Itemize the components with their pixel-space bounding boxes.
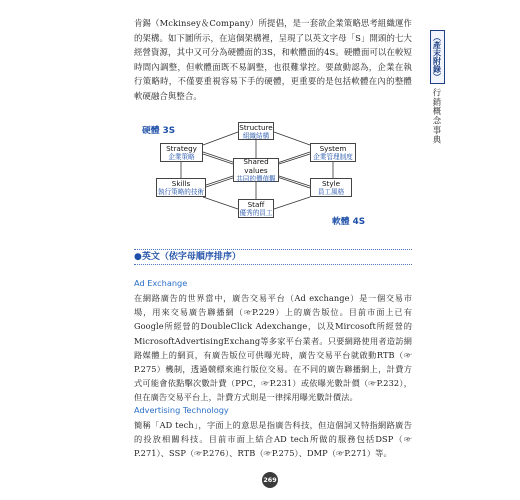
- strategy-label-zh: 企業策略: [168, 153, 195, 161]
- side-tab: [428, 30, 446, 148]
- hard-3s-label: 硬體 3S: [142, 126, 176, 136]
- structure-box: [238, 122, 274, 140]
- side-tab-bracket: （產末附錄）: [430, 30, 445, 84]
- shared-values-box: [233, 158, 279, 182]
- staff-label: Staff: [247, 200, 265, 209]
- skills-box: [156, 178, 206, 197]
- system-label: System: [319, 144, 347, 153]
- strategy-label: Strategy: [166, 144, 197, 153]
- style-label: Style: [321, 179, 341, 188]
- section-heading: ●英文（依字母順序排序）: [134, 249, 412, 265]
- staff-label-zh: 優秀的員工: [239, 209, 273, 217]
- skills-label-zh: 執行策略的技術: [157, 188, 205, 196]
- page-number: 269: [262, 472, 278, 488]
- structure-label-zh: 組織結構: [242, 131, 270, 140]
- intro-paragraph: 肯錫（Mckinsey＆Company）所提倡，是一套欲企業策略思考組織運作的架構。如下圖所示，在這個架構裡，呈現了以英文字母「S」開頭的七大經營資源，其中又可分為硬體面的3S，和軟體面的4S。硬體面可以在較短時間內調整，但軟體面既不易調整，也很難掌控。要啟動認為，企業在執行策略時，不僅要重視容易下手的硬體，更重要的是包括軟體在內的整體軟硬融合與整合。: [134, 18, 412, 101]
- strategy-box: [160, 143, 203, 162]
- soft-4s-label: 軟體 4S: [332, 217, 366, 227]
- skills-label: Skills: [171, 179, 191, 188]
- entry-term-advertising-technology: Advertising Technology: [134, 405, 229, 415]
- 7s-framework-diagram: [136, 118, 376, 233]
- shared-values-label: Shared values: [243, 157, 269, 175]
- entry-body-ad-exchange: 在網路廣告的世界當中，廣告交易平台（Ad exchange）是一個交易市場，用來交易廣告聯播網（☞P.229）上的廣告版位。目前市面上已有Google所經營的DoubleClick Adexchange，以及Mircosoft所經營的MicrosoftAdvertisingExchang等多家平台業者。只要網路使用者造訪網路媒體上的網頁，有廣告版位可供曝光時，廣告交易平台就啟動RTB（☞P.275）機制，透過競標來進行版位交易。在不同的廣告聯播網上，計費方式可能會依點擊次數計費（PPC，☞P.231）或依曝光數計價（☞P.232），但在廣告交易平台上，計費方式則是一律採用曝光數計價法。: [134, 293, 412, 403]
- side-tab-title: 行銷概念事典: [432, 88, 442, 145]
- system-box: [310, 143, 356, 162]
- system-label-zh: 企業管理制度: [313, 153, 353, 161]
- shared-values-label-zh: 共同的價值觀: [236, 175, 276, 183]
- style-label-zh: 員工風格: [317, 188, 345, 196]
- entry-term-ad-exchange: Ad Exchange: [134, 278, 188, 288]
- entry-body-advertising-technology: 簡稱「AD tech」，字面上的意思是指廣告科技，但這個詞又特指網路廣告的投放相關科技。目前市面上結合AD tech所做的服務包括DSP（☞P.271）、SSP（☞P.276）、RTB（☞P.275）、DMP（☞P.271）等。: [134, 420, 412, 459]
- style-box: [310, 178, 352, 197]
- staff-box: [238, 199, 274, 218]
- structure-label: Structure: [239, 122, 273, 132]
